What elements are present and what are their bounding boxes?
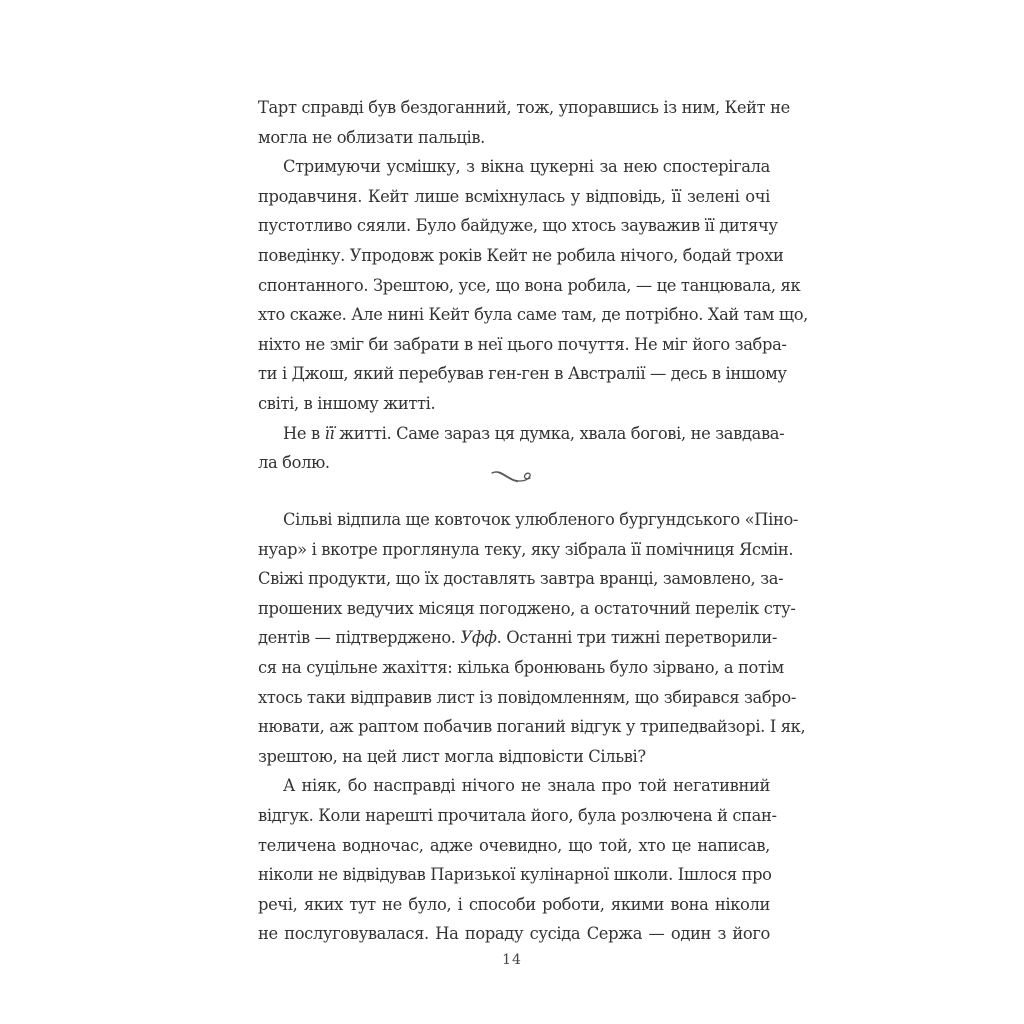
italic-text: Уфф — [460, 628, 497, 648]
text-segment: дентів — підтверджено. — [258, 628, 461, 648]
text-line — [258, 211, 778, 241]
text-segment: Стримуючи усмішку, з вікна цукерні за нею спостерігала — [283, 157, 770, 177]
paragraph — [258, 771, 777, 949]
paragraph — [258, 93, 790, 152]
text-segment: Сільві відпила ще ковточок улюбленого бургундського «Піно- — [283, 510, 799, 529]
text-line — [258, 182, 770, 212]
text-line — [258, 330, 787, 360]
text-segment: зрештою, на цей лист могла відповісти Сільві? — [258, 746, 646, 766]
text-line — [258, 594, 796, 624]
text-segment: Не в — [283, 423, 325, 443]
italic-text: її — [324, 423, 335, 443]
text-segment: ти і Джош, який перебував ген-ген в Австралії — десь в іншому — [258, 364, 787, 384]
paragraph — [258, 152, 808, 418]
page-number: 14 — [502, 952, 522, 968]
text-line — [258, 860, 770, 890]
text-segment: нювати, аж раптом побачив поганий відгук у трипедвайзорі. І як, — [258, 717, 806, 737]
text-line — [258, 890, 770, 920]
text-segment: ніколи не відвідував Паризької кулінарної школи. Ішлося про — [258, 865, 772, 885]
text-line — [258, 419, 785, 449]
text-line — [258, 831, 770, 861]
text-segment: нуар» і вкотре проглянула теку, яку зібрала її помічниця Ясмін. — [258, 539, 794, 559]
text-segment: А ніяк, бо насправді нічого не знала про той негативний — [283, 776, 770, 796]
text-segment: прошених ведучих місяця погоджено, а остаточний перелік сту- — [258, 598, 796, 618]
text-segment: світі, в іншому житті. — [258, 393, 436, 413]
text-line — [258, 742, 770, 772]
swirl-ornament-icon — [490, 468, 534, 486]
text-segment: . Останні три тижні перетворили- — [496, 628, 778, 648]
text-line — [258, 389, 770, 419]
text-segment: не послуговувалася. На пораду сусіда Сержа — один з його — [258, 924, 770, 944]
text-line — [258, 712, 806, 742]
text-line — [258, 300, 808, 330]
text-segment: могла не облизати пальців. — [258, 127, 485, 147]
text-segment: речі, яких тут не було, і способи роботи, якими вона ніколи — [258, 894, 770, 914]
text-line — [258, 123, 770, 153]
text-segment: ся на суцільне жахіття: кілька бронювань було зірвано, а потім — [258, 657, 784, 677]
text-line — [258, 683, 796, 713]
text-line — [258, 564, 784, 594]
text-section-2 — [258, 505, 806, 949]
text-segment: продавчиня. Кейт лише всміхнулась у відповідь, її зелені очі — [258, 186, 770, 206]
text-segment: Свіжі продукти, що їх доставлять завтра вранці, замовлено, за- — [258, 569, 784, 589]
text-line — [258, 505, 799, 535]
text-section-1 — [258, 93, 808, 478]
text-line — [258, 93, 790, 123]
text-segment: спонтанного. Зрештою, усе, що вона робила, — це танцювала, як — [258, 275, 801, 295]
text-line — [258, 152, 770, 182]
text-segment: ла болю. — [258, 453, 330, 473]
text-segment: Тарт справді був бездоганний, тож, упоравшись із ним, Кейт не — [258, 98, 790, 117]
paragraph — [258, 505, 806, 771]
text-line — [258, 359, 787, 389]
text-segment: пустотливо сяяли. Було байдуже, що хтось зауважив її дитячу — [258, 216, 778, 236]
text-line — [258, 653, 784, 683]
text-segment: теличена водночас, адже очевидно, що той, хто це написав, — [258, 835, 770, 855]
text-segment: поведінку. Упродовж років Кейт не робила нічого, бодай трохи — [258, 245, 784, 265]
text-line — [258, 271, 801, 301]
text-line — [258, 919, 770, 949]
text-line — [258, 241, 784, 271]
text-segment: ніхто не зміг би забрати в неї цього почуття. Не міг його забра- — [258, 334, 787, 354]
text-segment: відгук. Коли нарешті прочитала його, була розлючена й спан- — [258, 805, 777, 825]
text-segment: хто скаже. Але нині Кейт була саме там, де потрібно. Хай там що, — [258, 305, 808, 325]
text-line — [258, 535, 794, 565]
text-segment: житті. Саме зараз ця думка, хвала богові, не завдава- — [334, 423, 785, 443]
text-line — [258, 623, 778, 653]
text-line — [258, 801, 777, 831]
text-line — [258, 771, 770, 801]
text-segment: хтось таки відправив лист із повідомленням, що збирався забро- — [258, 687, 796, 707]
